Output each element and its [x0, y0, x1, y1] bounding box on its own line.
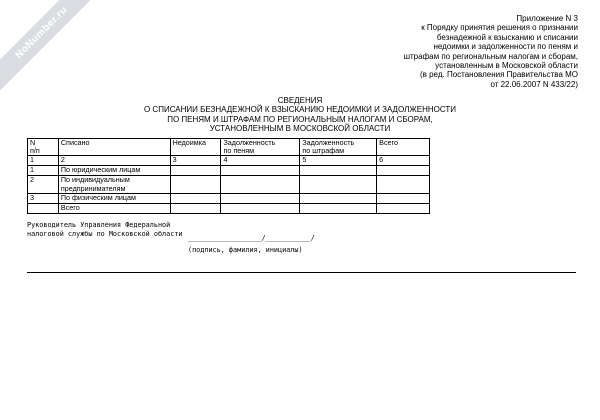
header-debt-fines: Задолженность по штрафам [300, 139, 377, 156]
cell-arrears [170, 176, 221, 193]
cell-debt-penalties [221, 203, 300, 213]
cell-total [377, 193, 430, 203]
appendix-note [358, 14, 578, 89]
cell-debt-fines [300, 203, 377, 213]
title-line: СВЕДЕНИЯ [277, 96, 323, 105]
bottom-divider [27, 272, 576, 273]
cell-total [377, 166, 430, 176]
cell-debt-penalties [221, 176, 300, 193]
cell-arrears [170, 166, 221, 176]
signatory-position [27, 221, 183, 238]
column-number: 5 [300, 156, 377, 166]
column-number: 6 [377, 156, 430, 166]
column-number: 2 [58, 156, 170, 166]
appendix-line: от 22.06.2007 N 433/22) [490, 79, 578, 89]
row-num: 3 [28, 193, 59, 203]
header-total: Всего [377, 139, 430, 156]
cell-arrears [170, 193, 221, 203]
title-line: УСТАНОВЛЕННЫМ В МОСКОВСКОЙ ОБЛАСТИ [209, 124, 391, 134]
appendix-line: безнадежной к взысканию и списании [436, 32, 578, 42]
row-label: По индивидуальным предпринимателям [58, 176, 170, 193]
cell-total [377, 203, 430, 213]
table-row [28, 193, 430, 203]
signature-blank: __________________/___________/ [188, 234, 315, 242]
appendix-line: установленным в Московской области [435, 61, 578, 71]
title-line: О СПИСАНИИ БЕЗНАДЕЖНОЙ К ВЗЫСКАНИЮ НЕДОИМКИ И ЗАДОЛЖЕННОСТИ [143, 105, 457, 115]
appendix-line: к Порядку принятия решения о признании [421, 23, 578, 33]
header-written-off: Списано [58, 139, 170, 156]
appendix-line: штрафам по региональным налогам и сборам, [403, 51, 578, 61]
row-num: 2 [28, 176, 59, 193]
column-number: 1 [28, 156, 59, 166]
table-row-total [28, 203, 430, 213]
cell-debt-fines [300, 166, 377, 176]
row-label: По физическим лицам [58, 193, 170, 203]
column-number: 4 [221, 156, 300, 166]
position-line: Руководитель Управления Федеральной [27, 221, 171, 229]
cell-debt-fines [300, 193, 377, 203]
appendix-line: недоимки и задолженности по пеням и [433, 42, 578, 52]
appendix-line: (в ред. Постановления Правительства МО [419, 70, 578, 80]
cell-total [377, 176, 430, 193]
header-num: N п/п [28, 139, 59, 156]
table-row [28, 176, 430, 193]
appendix-line: Приложение N 3 [516, 14, 578, 23]
header-debt-penalties: Задолженность по пеням [221, 139, 300, 156]
row-num: 1 [28, 166, 59, 176]
title-line: ПО ПЕНЯМ И ШТРАФАМ ПО РЕГИОНАЛЬНЫМ НАЛОГАМ И СБОРАМ, [167, 114, 433, 124]
table-row [28, 166, 430, 176]
cell-debt-penalties [221, 193, 300, 203]
column-number: 3 [170, 156, 221, 166]
row-num [28, 203, 59, 213]
signature-caption: (подпись, фамилия, инициалы) [188, 246, 303, 254]
cell-arrears [170, 203, 221, 213]
table-column-numbers-row [28, 156, 430, 166]
write-off-table [27, 138, 430, 214]
header-arrears: Недоимка [170, 139, 221, 156]
position-line: налоговой службы по Московской области [27, 229, 183, 238]
row-label: По юридическим лицам [58, 166, 170, 176]
watermark-ribbon: NoNumber.ru [0, 0, 106, 97]
table-header-row [28, 139, 430, 156]
cell-debt-fines [300, 176, 377, 193]
document-title [140, 96, 460, 134]
row-label: Всего [58, 203, 170, 213]
cell-debt-penalties [221, 166, 300, 176]
